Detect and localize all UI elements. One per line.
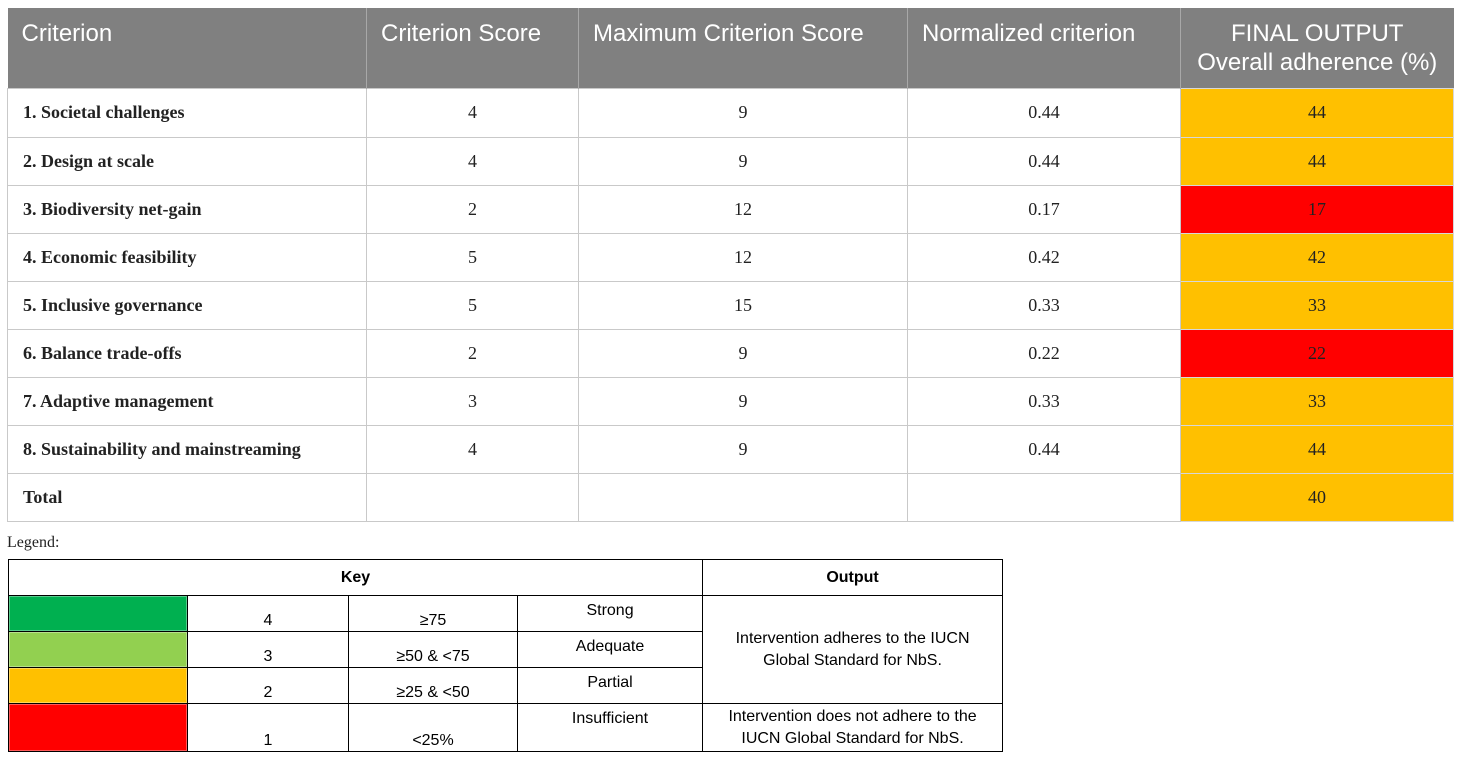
adherence-table [7,8,1454,522]
criterion-cell: 8. Sustainability and mainstreaming [8,425,367,473]
criterion-score-cell: 4 [367,88,579,137]
maximum-score-cell: 9 [579,377,908,425]
normalized-cell: 0.17 [908,185,1181,233]
legend-number: 1 [188,704,349,752]
criterion-cell: 7. Adaptive management [8,377,367,425]
legend-number: 3 [188,632,349,668]
header-maximum-criterion-score: Maximum Criterion Score [579,8,908,88]
maximum-score-cell: 15 [579,281,908,329]
legend-range: ≥50 & <75 [349,632,518,668]
maximum-score-cell: 12 [579,233,908,281]
criterion-score-cell: 4 [367,137,579,185]
swatch-fill [9,704,187,751]
table-row [8,185,1454,233]
legend-row-insufficient [9,704,1003,752]
overall-adherence-cell: 40 [1181,473,1454,521]
swatch-fill [9,668,187,703]
normalized-cell [908,473,1181,521]
table-row [8,137,1454,185]
header-normalized-criterion: Normalized criterion [908,8,1181,88]
criterion-cell: 1. Societal challenges [8,88,367,137]
table-header [8,8,1454,88]
overall-adherence-cell: 42 [1181,233,1454,281]
criterion-score-cell: 3 [367,377,579,425]
legend-number: 2 [188,668,349,704]
normalized-cell: 0.42 [908,233,1181,281]
overall-adherence-cell: 33 [1181,377,1454,425]
criterion-score-cell [367,473,579,521]
legend-output-header: Output [703,560,1003,596]
normalized-cell: 0.33 [908,377,1181,425]
legend-table [8,559,1003,752]
table-row [8,473,1454,521]
legend-range: <25% [349,704,518,752]
overall-adherence-cell: 17 [1181,185,1454,233]
legend-number: 4 [188,596,349,632]
legend-swatch-adequate [9,632,188,668]
normalized-cell: 0.22 [908,329,1181,377]
maximum-score-cell [579,473,908,521]
criterion-cell: 2. Design at scale [8,137,367,185]
header-criterion: Criterion [8,8,367,88]
table-row [8,377,1454,425]
criterion-score-cell: 2 [367,329,579,377]
criterion-cell: 5. Inclusive governance [8,281,367,329]
maximum-score-cell: 12 [579,185,908,233]
legend-row-strong [9,596,1003,632]
legend-swatch-insufficient [9,704,188,752]
swatch-fill [9,596,187,631]
table-row [8,233,1454,281]
legend-output-adheres: Intervention adheres to the IUCN Global Standard for NbS. [703,596,1003,704]
normalized-cell: 0.33 [908,281,1181,329]
criterion-score-cell: 4 [367,425,579,473]
maximum-score-cell: 9 [579,88,908,137]
header-row [8,8,1454,88]
normalized-cell: 0.44 [908,137,1181,185]
overall-adherence-cell: 44 [1181,425,1454,473]
legend-label: Legend: [7,534,60,551]
legend-key-header: Key [9,560,703,596]
criterion-score-cell: 5 [367,281,579,329]
overall-adherence-cell: 44 [1181,137,1454,185]
header-criterion-score: Criterion Score [367,8,579,88]
header-final-output-line2: Overall adherence (%) [1197,49,1438,76]
criterion-cell: 3. Biodiversity net-gain [8,185,367,233]
maximum-score-cell: 9 [579,425,908,473]
overall-adherence-cell: 44 [1181,88,1454,137]
table-row [8,88,1454,137]
header-final-output [1181,8,1454,88]
table-row [8,425,1454,473]
legend-output-not-adheres: Intervention does not adhere to the IUCN Global Standard for NbS. [703,704,1003,752]
legend-level-label: Insufficient [518,704,703,752]
legend-level-label: Adequate [518,632,703,668]
legend-range: ≥75 [349,596,518,632]
maximum-score-cell: 9 [579,137,908,185]
legend-swatch-partial [9,668,188,704]
header-final-output-line1: FINAL OUTPUT [1231,20,1404,47]
legend-swatch-strong [9,596,188,632]
legend-level-label: Partial [518,668,703,704]
table-row [8,281,1454,329]
normalized-cell: 0.44 [908,425,1181,473]
overall-adherence-cell: 33 [1181,281,1454,329]
criterion-cell: Total [8,473,367,521]
legend-level-label: Strong [518,596,703,632]
swatch-fill [9,632,187,667]
normalized-cell: 0.44 [908,88,1181,137]
criterion-score-cell: 5 [367,233,579,281]
legend-range: ≥25 & <50 [349,668,518,704]
criterion-score-cell: 2 [367,185,579,233]
criterion-cell: 4. Economic feasibility [8,233,367,281]
maximum-score-cell: 9 [579,329,908,377]
legend-header-row [9,560,1003,596]
criterion-cell: 6. Balance trade-offs [8,329,367,377]
overall-adherence-cell: 22 [1181,329,1454,377]
table-row [8,329,1454,377]
table-body [8,88,1454,521]
